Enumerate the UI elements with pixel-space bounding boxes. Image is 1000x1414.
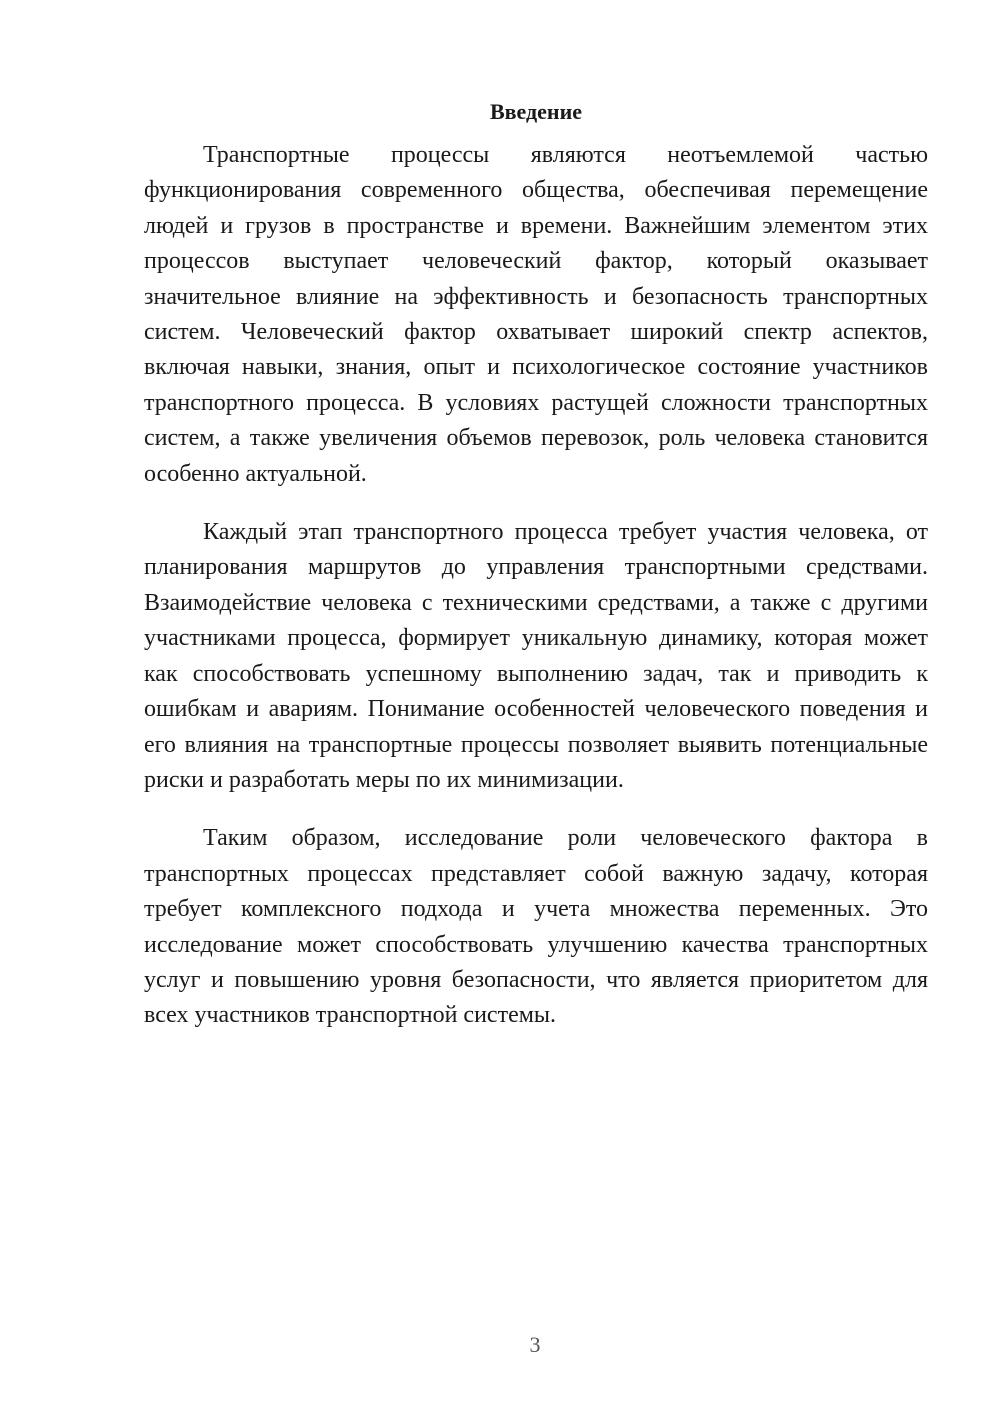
paragraph-1: Транспортные процессы являются неотъемлемой частью функционирования современного общества, обеспечивая перемещение людей и грузов в пространстве и времени. Важнейшим элементом этих процессов выступает человеческий фактор, который оказывает значительное влияние на эффективность и безопасность транспортных систем. Человеческий фактор охватывает широкий спектр аспектов, включая навыки, знания, опыт и психологическое состояние участников транспортного процесса. В условиях растущей сложности транспортных систем, а также увеличения объемов перевозок, роль человека становится особенно актуальной.	[144, 142, 928, 487]
paragraph-3: Таким образом, исследование роли человеческого фактора в транспортных процессах представляет собой важную задачу, которая требует комплексного подхода и учета множества переменных. Это исследование может способствовать улучшению качества транспортных услуг и повышению уровня безопасности, что является приоритетом для всех участников транспортной системы.	[144, 825, 928, 1029]
section-heading: Введение	[489, 99, 583, 124]
paragraph-2: Каждый этап транспортного процесса требует участия человека, от планирования маршрутов до управления транспортными средствами. Взаимодействие человека с техническими средствами, а также с другими участниками процесса, формирует уникальную динамику, которая может как способствовать успешному выполнению задач, так и приводить к ошибкам и авариям. Понимание особенностей человеческого поведения и его влияния на транспортные процессы позволяет выявить потенциальные риски и разработать меры по их минимизации.	[144, 519, 928, 793]
document-body	[144, 94, 928, 1034]
page-number: 3	[529, 1332, 541, 1357]
